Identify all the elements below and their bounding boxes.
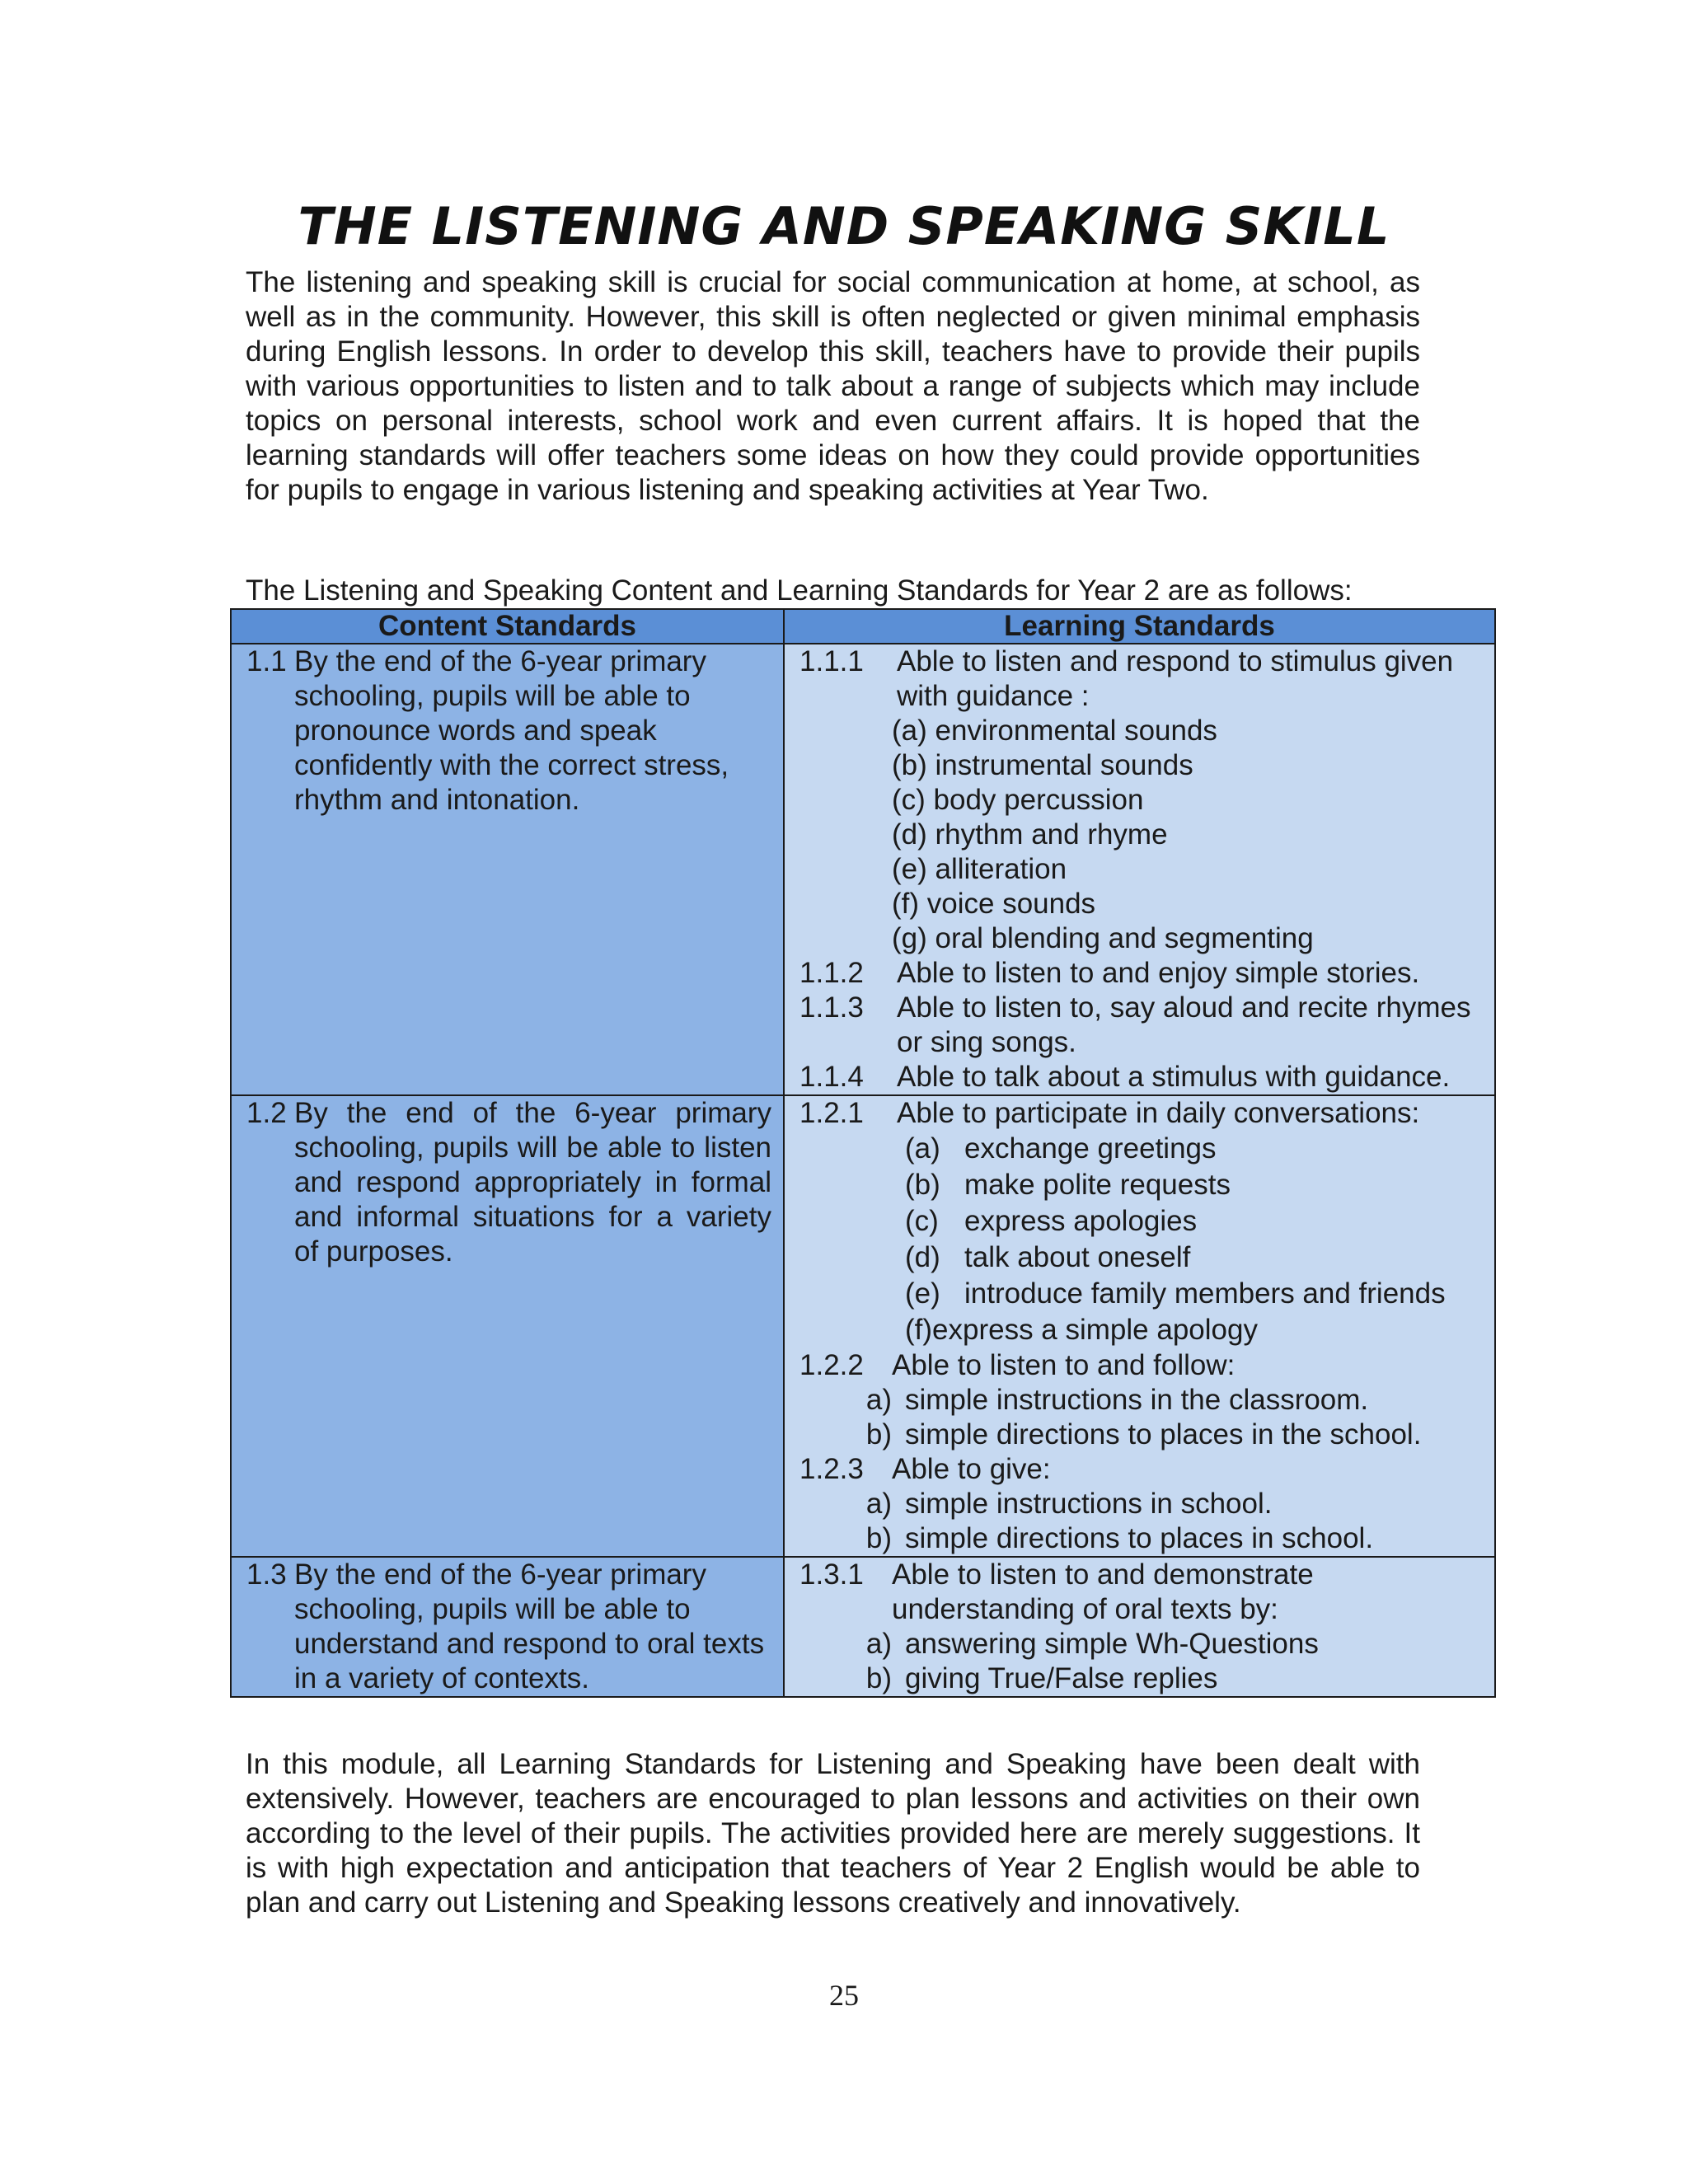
learning-standard-cell [784, 1095, 1495, 1557]
closing-paragraph: In this module, all Learning Standards for Listening and Speaking have been dealt with extensively. However, teachers are encouraged to plan lessons and activities on their own according to the level of their pupils. The activities provided here are merely suggestions. It is with high expectation and anticipation that teachers of Year 2 English would be able to plan and carry out Listening and Speaking lessons creatively and innovatively. [246, 1748, 1420, 1919]
table-lead-sentence: The Listening and Speaking Content and Learning Standards for Year 2 are as follows: [246, 574, 1353, 607]
learning-standard-1-3-1 [799, 1558, 1486, 1627]
learning-standard-text: Able to listen to and enjoy simple stories. [897, 957, 1420, 989]
learning-standard-1-1-2 [799, 956, 1486, 991]
list-item: (a) exchange greetings [905, 1132, 1217, 1165]
learning-standard-1-1-1 [799, 644, 1486, 714]
content-standard-cell [231, 1095, 784, 1557]
learning-standard-number: 1.2.1 [799, 1097, 864, 1129]
standards-table [230, 608, 1496, 1698]
list-item: b) simple directions to places in the school. [865, 1418, 1422, 1451]
list-item: a) answering simple Wh-Questions [865, 1628, 1319, 1660]
page-number: 25 [829, 1979, 859, 2012]
list-item: a) simple instructions in school. [865, 1488, 1273, 1520]
list-item: (a) environmental sounds [892, 715, 1217, 747]
learning-standard-text: Able to listen and respond to stimulus given with guidance : [897, 645, 1454, 712]
learning-standard-text: Able to participate in daily conversations: [897, 1097, 1420, 1129]
learning-standard-1-1-3 [799, 991, 1486, 1060]
content-standard-text: By the end of the 6-year primary schooling, pupils will be able to pronounce words and speak confidently with the correct stress, rhythm and intonation. [294, 645, 729, 816]
list-item: (d) talk about oneself [905, 1241, 1191, 1273]
header-content-standards: Content Standards [231, 609, 784, 644]
list-item: (b) make polite requests [905, 1169, 1231, 1201]
learning-standard-1-2-1 [799, 1096, 1486, 1131]
list-item: (e) introduce family members and friends [905, 1277, 1446, 1310]
list-item: (f) voice sounds [892, 888, 1096, 920]
content-standard-cell [231, 1557, 784, 1697]
table-row [231, 1095, 1495, 1557]
learning-standard-1-1-4 [799, 1060, 1486, 1094]
learning-standard-text: Able to talk about a stimulus with guidance. [897, 1061, 1451, 1093]
learning-standard-cell [784, 1557, 1495, 1697]
intro-paragraph: The listening and speaking skill is crucial for social communication at home, at school, as well as in the community. However, this skill is often neglected or given minimal emphasis during English lessons. In order to develop this skill, teachers have to provide their pupils with various opportunities to listen and to talk about a range of subjects which may include topics on personal interests, school work and even current affairs. It is hoped that the learning standards will offer teachers some ideas on how they could provide opportunities for pupils to engage in various listening and speaking activities at Year Two. [246, 266, 1420, 506]
learning-standard-1-2-3 [799, 1452, 1486, 1487]
learning-standard-text: Able to listen to and demonstrate understanding of oral texts by: [892, 1558, 1314, 1625]
list-item: b) giving True/False replies [865, 1662, 1218, 1694]
learning-standard-number: 1.2.2 [799, 1349, 864, 1381]
list-item: (e) alliteration [892, 853, 1067, 885]
page-title: THE LISTENING AND SPEAKING SKILL [298, 196, 1390, 256]
learning-standard-number: 1.1.1 [799, 645, 864, 677]
content-standard-text: By the end of the 6-year primary schooling, pupils will be able to listen and respond appropriately in formal and informal situations for a variety of purposes. [294, 1097, 771, 1268]
learning-standard-number: 1.3.1 [799, 1558, 864, 1591]
content-standard-number: 1.1 [246, 645, 287, 677]
learning-standard-text: Able to listen to and follow: [892, 1349, 1236, 1381]
content-standard-1-3 [246, 1558, 771, 1696]
content-standard-text: By the end of the 6-year primary schooling, pupils will be able to understand and respond to oral texts in a variety of contexts. [294, 1558, 765, 1694]
content-standard-1-1 [246, 644, 771, 818]
list-item: (c) body percussion [892, 784, 1144, 816]
list-item: (g) oral blending and segmenting [892, 922, 1314, 954]
learning-standard-number: 1.1.2 [799, 957, 864, 989]
list-item: (c) express apologies [905, 1205, 1198, 1237]
table-row [231, 644, 1495, 1095]
table-row [231, 1557, 1495, 1697]
list-item: b) simple directions to places in school. [865, 1522, 1374, 1554]
list-item: (b) instrumental sounds [892, 749, 1193, 781]
list-item: a) simple instructions in the classroom. [865, 1384, 1369, 1416]
content-standard-number: 1.3 [246, 1558, 287, 1591]
table-header-row [231, 609, 1495, 644]
header-learning-standards: Learning Standards [784, 609, 1495, 644]
learning-standard-1-2-2 [799, 1348, 1486, 1383]
learning-standard-text: Able to give: [892, 1453, 1051, 1485]
learning-standard-number: 1.1.3 [799, 991, 864, 1024]
list-item: (f)express a simple apology [905, 1314, 1258, 1346]
content-standard-number: 1.2 [246, 1097, 287, 1129]
content-standard-cell [231, 644, 784, 1095]
content-standard-1-2 [246, 1096, 771, 1269]
learning-standard-number: 1.1.4 [799, 1061, 864, 1093]
list-item: (d) rhythm and rhyme [892, 818, 1168, 851]
learning-standard-cell [784, 644, 1495, 1095]
learning-standard-text: Able to listen to, say aloud and recite rhymes or sing songs. [897, 991, 1471, 1058]
learning-standard-number: 1.2.3 [799, 1453, 864, 1485]
